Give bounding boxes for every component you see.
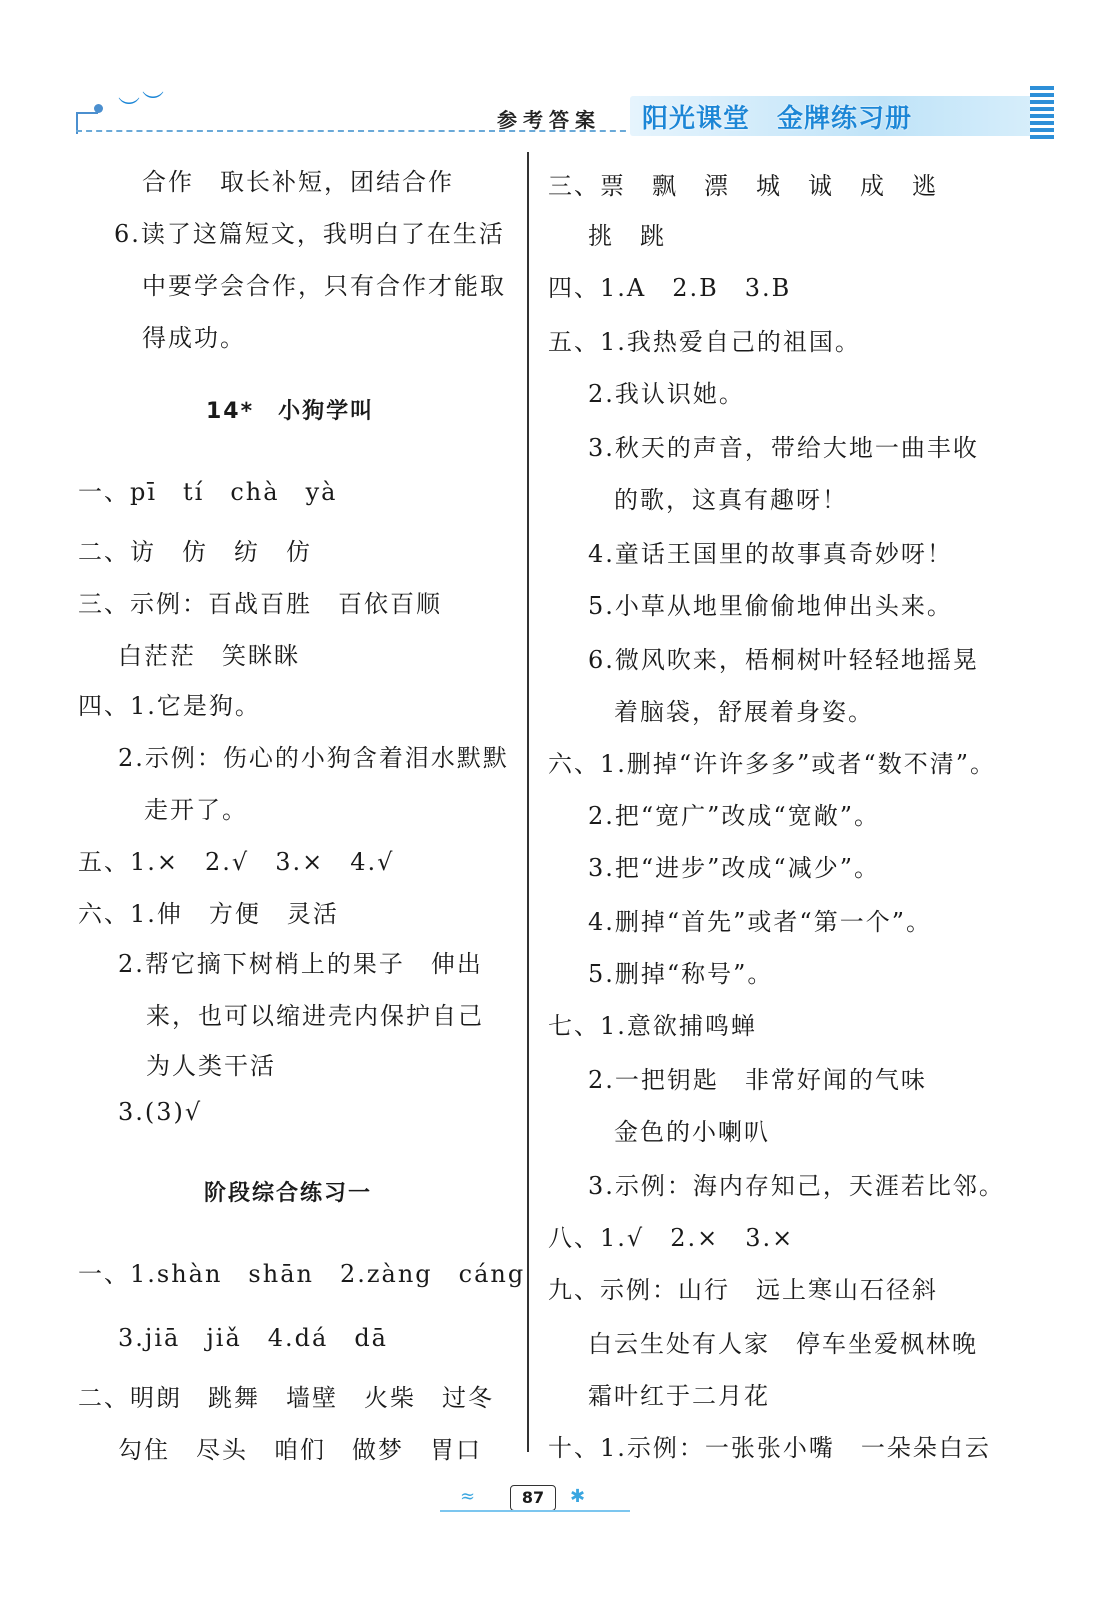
header-label: 参考答案 [497, 108, 601, 132]
answer-line: 3.示例：海内存知己，天涯若比邻。 [588, 1172, 1005, 1200]
answer-line: 中要学会合作，只有合作才能取 [142, 272, 506, 300]
page-header [0, 0, 1093, 150]
answer-line: 2.示例：伤心的小狗含着泪水默默 [118, 744, 509, 772]
answer-line: 2.我认识她。 [588, 380, 745, 408]
answer-line: 合作 取长补短，团结合作 [142, 168, 454, 196]
answer-line: 着脑袋，舒展着身姿。 [614, 698, 874, 726]
answer-line: 5.删掉“称号”。 [588, 960, 774, 988]
answer-line: 一、1.shàn shān 2.zàng cáng [78, 1260, 526, 1288]
answer-line: 二、访 仿 纺 仿 [78, 538, 312, 566]
answer-line: 来，也可以缩进壳内保护自己 [146, 1002, 484, 1030]
answer-line: 得成功。 [142, 324, 246, 352]
answer-line: 4.童话王国里的故事真奇妙呀！ [588, 540, 953, 568]
answer-line: 2.帮它摘下树梢上的果子 伸出 [118, 950, 483, 978]
answer-line: 五、1.× 2.√ 3.× 4.√ [78, 848, 395, 876]
answer-line: 勾住 尽头 咱们 做梦 胃口 [118, 1436, 482, 1464]
header-title: 阳光课堂 金牌练习册 [642, 104, 913, 134]
answer-line: 白茫茫 笑眯眯 [118, 642, 300, 670]
answer-line: 一、pī tí chà yà [78, 478, 338, 506]
header-stripe-decoration [1030, 86, 1054, 140]
answer-line: 6.微风吹来，梧桐树叶轻轻地摇晃 [588, 646, 979, 674]
answer-line: 走开了。 [144, 796, 248, 824]
section-heading: 阶段综合练习一 [204, 1181, 373, 1206]
palm-tree-icon: ✱ [570, 1486, 586, 1507]
answer-line: 四、1.A 2.B 3.B [548, 274, 792, 302]
answer-line: 金色的小喇叭 [614, 1118, 770, 1146]
answer-line: 二、明朗 跳舞 墙壁 火柴 过冬 [78, 1384, 494, 1412]
answer-line: 挑 跳 [588, 222, 666, 250]
answer-line: 5.小草从地里偷偷地伸出头来。 [588, 592, 953, 620]
answer-line: 3.jiā jiǎ 4.dá dā [118, 1324, 388, 1352]
answer-line: 6.读了这篇短文，我明白了在生活 [114, 220, 505, 248]
answer-line: 五、1.我热爱自己的祖国。 [548, 328, 861, 356]
answer-line: 霜叶红于二月花 [588, 1382, 770, 1410]
answer-line: 三、票 飘 漂 城 诚 成 逃 [548, 172, 938, 200]
answer-line: 四、1.它是狗。 [78, 692, 261, 720]
answer-line: 十、1.示例：一张张小嘴 一朵朵白云 [548, 1434, 991, 1462]
seagull-icon: ︶ [118, 97, 141, 122]
page-footer [440, 1480, 630, 1520]
footer-rule [440, 1510, 630, 1512]
answer-line: 2.一把钥匙 非常好闻的气味 [588, 1066, 927, 1094]
answer-line: 六、1.伸 方便 灵活 [78, 900, 339, 928]
answer-line: 3.把“进步”改成“减少”。 [588, 854, 880, 882]
seagull-icon: ︶ [142, 91, 165, 116]
answer-line: 4.删掉“首先”或者“第一个”。 [588, 908, 932, 936]
section-heading: 14* 小狗学叫 [206, 399, 375, 424]
answer-line: 六、1.删掉“许许多多”或者“数不清”。 [548, 750, 996, 778]
page-number: 87 [510, 1485, 556, 1511]
header-dot-decoration [94, 104, 103, 113]
answer-line: 3.秋天的声音，带给大地一曲丰收 [588, 434, 979, 462]
column-divider [527, 152, 529, 1452]
answer-line: 2.把“宽广”改成“宽敞”。 [588, 802, 880, 830]
answer-line: 的歌，这真有趣呀！ [614, 486, 848, 514]
wave-icon: ≈ [460, 1486, 476, 1507]
answer-line: 八、1.√ 2.× 3.× [548, 1224, 795, 1252]
answer-line: 三、示例：百战百胜 百依百顺 [78, 590, 442, 618]
answer-line: 九、示例：山行 远上寒山石径斜 [548, 1276, 938, 1304]
answer-line: 为人类干活 [146, 1052, 276, 1080]
answer-line: 七、1.意欲捕鸣蝉 [548, 1012, 757, 1040]
answer-line: 白云生处有人家 停车坐爱枫林晚 [588, 1330, 978, 1358]
answer-line: 3.(3)√ [118, 1098, 203, 1126]
